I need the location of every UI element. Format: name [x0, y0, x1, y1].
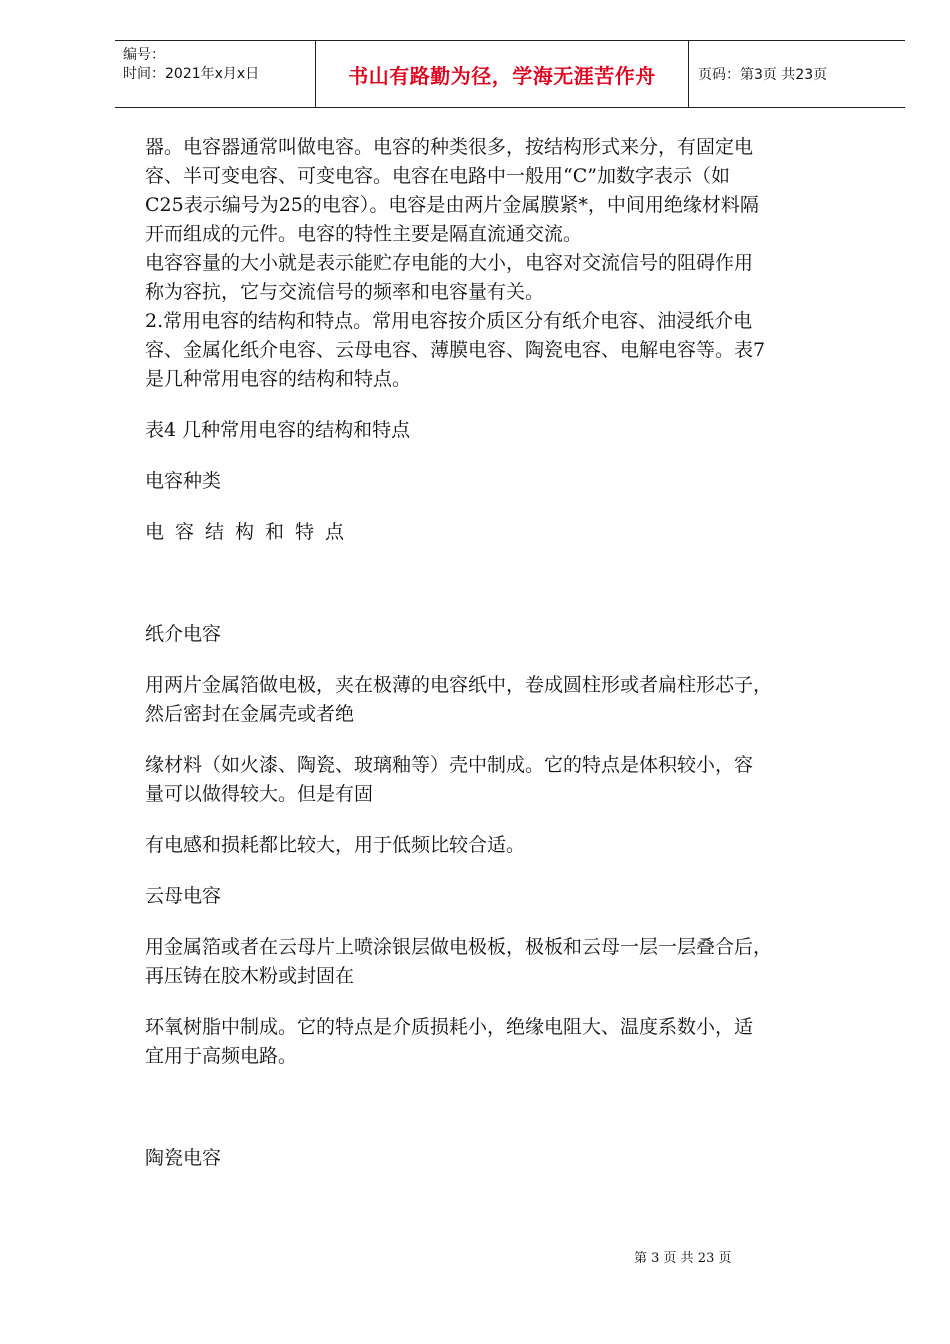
capacitor-desc-paper: [145, 751, 865, 809]
text-line: 开而组成的元件。电容的特性主要是隔直流通交流。: [145, 223, 583, 245]
text-line: 用两片金属箔做电极，夹在极薄的电容纸中，卷成圆柱形或者扁柱形芯子，: [145, 674, 773, 696]
header-meta: [115, 41, 315, 107]
text-line: 缘材料（如火漆、陶瓷、玻璃釉等）壳中制成。它的特点是体积较小，容: [145, 754, 754, 776]
capacitor-desc-paper: [145, 671, 865, 729]
paragraph-capacity: [145, 249, 865, 307]
text-line: 然后密封在金属壳或者绝: [145, 703, 355, 725]
page-footer: 第 3 页 共 23 页: [634, 1251, 732, 1266]
text-line: 宜用于高频电路。: [145, 1045, 298, 1067]
header-divider: [688, 41, 689, 107]
table-title: 表4 几种常用电容的结构和特点: [145, 419, 411, 441]
paragraph-capacitor-intro: [145, 133, 865, 249]
text-line: C25表示编号为25的电容）。电容是由两片金属膜紧*，中间用绝缘材料隔: [145, 194, 759, 216]
text-line: 量可以做得较大。但是有固: [145, 783, 374, 805]
column-header-type: 电容种类: [145, 470, 222, 492]
header-page-info: 页码：第3页 共23页: [698, 67, 828, 83]
capacitor-desc-mica: [145, 933, 865, 991]
page-header: [115, 40, 905, 108]
doc-time-label: 时间：2021年x月x日: [123, 66, 260, 82]
text-line: 再压铸在胶木粉或封固在: [145, 965, 355, 987]
text-line: 器。电容器通常叫做电容。电容的种类很多，按结构形式来分，有固定电: [145, 136, 754, 158]
text-line: 用金属箔或者在云母片上喷涂银层做电极板，极板和云母一层一层叠合后，: [145, 936, 773, 958]
paragraph-common-types: [145, 307, 865, 394]
column-header-structure: 电容结构和特点: [145, 521, 356, 543]
capacitor-name-mica: 云母电容: [145, 885, 222, 907]
text-line: 2.常用电容的结构和特点。常用电容按介质区分有纸介电容、油浸纸介电: [145, 310, 753, 332]
text-line: 容、半可变电容、可变电容。电容在电路中一般用“C”加数字表示（如: [145, 165, 730, 187]
capacitor-desc-mica: [145, 1013, 865, 1071]
text-line: 环氧树脂中制成。它的特点是介质损耗小，绝缘电阻大、温度系数小，适: [145, 1016, 754, 1038]
header-motto: 书山有路勤为径，学海无涯苦作舟: [348, 63, 656, 88]
text-line: 容、金属化纸介电容、云母电容、薄膜电容、陶瓷电容、电解电容等。表7: [145, 339, 766, 361]
doc-number-label: 编号：: [123, 47, 165, 63]
capacitor-name-paper: 纸介电容: [145, 623, 222, 645]
text-line: 是几种常用电容的结构和特点。: [145, 368, 412, 390]
text-line: 称为容抗，它与交流信号的频率和电容量有关。: [145, 281, 545, 303]
document-body: [145, 133, 865, 1173]
capacitor-desc-paper: 有电感和损耗都比较大，用于低频比较合适。: [145, 834, 526, 856]
text-line: 电容容量的大小就是表示能贮存电能的大小，电容对交流信号的阻碍作用: [145, 252, 754, 274]
capacitor-name-ceramic: 陶瓷电容: [145, 1147, 222, 1169]
